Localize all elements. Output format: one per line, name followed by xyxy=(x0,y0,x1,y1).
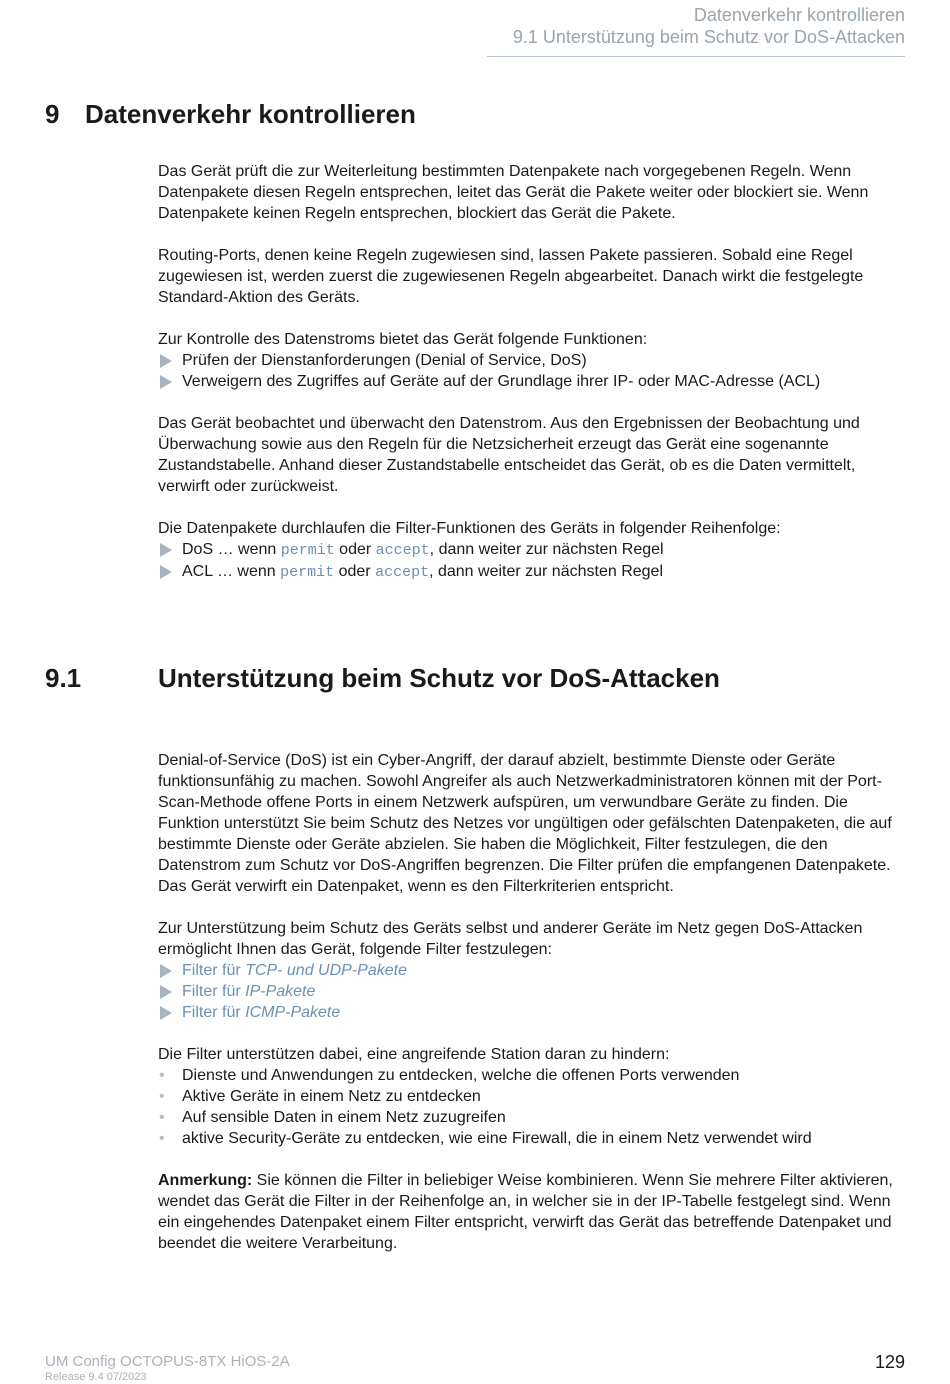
code-accept: accept xyxy=(375,564,430,581)
filter-link-tcp-udp[interactable]: Filter für TCP- und UDP-Pakete xyxy=(182,962,407,979)
header-rule xyxy=(487,56,905,57)
bullet-dot-icon: • xyxy=(159,1130,165,1147)
list-item[interactable] xyxy=(158,960,908,981)
list-item xyxy=(158,1086,908,1107)
arrow-bullet-icon xyxy=(160,354,172,368)
code-permit: permit xyxy=(280,564,335,581)
section-paragraph: Die Filter unterstützen dabei, eine angreifende Station daran zu hindern: xyxy=(158,1046,670,1063)
chapter-paragraph: Routing-Ports, denen keine Regeln zugewiesen sind, lassen Pakete passieren. Sobald eine Regel zugewiesen ist, werden zuerst die zugewiesenen Regeln abgearbeitet. Danach wirkt die festgelegte Standard-Aktion des Geräts. xyxy=(158,247,864,306)
filter-order-list xyxy=(158,539,908,583)
running-header-section: 9.1 Unterstützung beim Schutz vor DoS-Attacken xyxy=(512,27,905,47)
list-item-mid: oder xyxy=(334,541,376,558)
section-paragraph: Denial-of-Service (DoS) ist ein Cyber-Angriff, der darauf abzielt, bestimmte Dienste oder Geräte funktionsunfähig zu machen. Sowohl Angreifer als auch Netzwerkadministratoren können mit der Port-Scan-Methode offene Ports in einem Netzwerk aufspüren, um verwundbare Geräte zu finden. Die Funktion unterstützt Sie beim Schutz des Netzes vor ungültigen oder gefälschten Datenpaketen, die auf bestimmte Dienste oder Geräte abzielen. Sie haben die Möglichkeit, Filter festzulegen, die den Datenstrom zum Schutz vor DoS-Angriffen begrenzen. Die Filter prüfen die empfangenen Datenpakete. Das Gerät verwirft ein Datenpaket, wenn es den Filterkriterien entspricht. xyxy=(158,752,892,895)
chapter-title: Datenverkehr kontrollieren xyxy=(85,99,416,129)
list-item xyxy=(158,561,908,583)
list-item-suffix: , dann weiter zur nächsten Regel xyxy=(429,563,663,580)
arrow-bullet-icon xyxy=(160,964,172,978)
list-item xyxy=(158,1065,908,1086)
list-item-text: Dienste und Anwendungen zu entdecken, welche die offenen Ports verwenden xyxy=(182,1067,740,1084)
list-item xyxy=(158,371,908,392)
chapter-paragraph: Die Datenpakete durchlaufen die Filter-Funktionen des Geräts in folgender Reihenfolge: xyxy=(158,520,781,537)
footer-title: UM Config OCTOPUS-8TX HiOS-2A xyxy=(45,1353,290,1370)
list-item xyxy=(158,539,908,561)
chapter-heading xyxy=(45,98,416,130)
list-item-text: Prüfen der Dienstanforderungen (Denial of Service, DoS) xyxy=(182,352,587,369)
arrow-bullet-icon xyxy=(160,985,172,999)
running-header-chapter: Datenverkehr kontrollieren xyxy=(693,5,905,25)
list-item-suffix: , dann weiter zur nächsten Regel xyxy=(429,541,664,558)
arrow-bullet-icon xyxy=(160,565,172,579)
list-item xyxy=(158,1107,908,1128)
note-text: Sie können die Filter in beliebiger Weise kombinieren. Wenn Sie mehrere Filter aktivieren, wendet das Gerät die Filter in der Reihenfolge an, in welcher sie in der IP-Tabelle festgelegt sind. Wenn ein eingehendes Datenpaket einem Filter entspricht, verwirft das Gerät das betreffende Datenpaket und beendet die weitere Verarbeitung. xyxy=(158,1172,893,1252)
bullet-list xyxy=(158,1065,908,1149)
chapter-paragraph: Das Gerät beobachtet und überwacht den Datenstrom. Aus den Ergebnissen der Beobachtung und Überwachung sowie aus den Regeln für die Netzsicherheit erzeugt das Gerät eine sogenannte Zustandstabelle. Anhand dieser Zustandstabelle entscheidet das Gerät, ob es die Daten vermittelt, verwirft oder zurückweist. xyxy=(158,415,860,495)
section-paragraph: Zur Unterstützung beim Schutz des Geräts selbst und anderer Geräte im Netz gegen DoS-Attacken ermöglicht Ihnen das Gerät, folgende Filter festzulegen: xyxy=(158,920,863,958)
list-item-mid: oder xyxy=(334,563,376,580)
list-item-text: Auf sensible Daten in einem Netz zuzugreifen xyxy=(182,1109,506,1126)
footer xyxy=(45,1353,290,1384)
filter-link-ip[interactable]: Filter für IP-Pakete xyxy=(182,983,316,1000)
arrow-bullet-icon xyxy=(160,543,172,557)
section-body xyxy=(158,750,908,1254)
bullet-dot-icon: • xyxy=(159,1067,165,1084)
bullet-dot-icon: • xyxy=(159,1109,165,1126)
bullet-dot-icon: • xyxy=(159,1088,165,1105)
list-item[interactable] xyxy=(158,981,908,1002)
list-item-text: Verweigern des Zugriffes auf Geräte auf der Grundlage ihrer IP- oder MAC-Adresse (ACL) xyxy=(182,373,821,390)
running-header xyxy=(513,4,905,48)
page-number: 129 xyxy=(874,1352,905,1372)
list-item xyxy=(158,350,908,371)
section-heading xyxy=(45,662,720,694)
list-item-prefix: ACL … wenn xyxy=(182,563,281,580)
section-title: Unterstützung beim Schutz vor DoS-Attacken xyxy=(158,663,720,693)
list-item-text: aktive Security-Geräte zu entdecken, wie eine Firewall, die in einem Netz verwendet wird xyxy=(182,1130,812,1147)
section-number: 9.1 xyxy=(45,663,82,693)
note-label: Anmerkung: xyxy=(158,1172,253,1189)
functions-list xyxy=(158,350,908,392)
footer-release: Release 9.4 07/2023 xyxy=(45,1371,147,1383)
chapter-paragraph: Das Gerät prüft die zur Weiterleitung bestimmten Datenpakete nach vorgegebenen Regeln. Wenn Datenpakete diesen Regeln entsprechen, leitet das Gerät die Pakete weiter oder blockiert sie. Wenn Datenpakete keinen Regeln entsprechen, blockiert das Gerät die Pakete. xyxy=(158,163,869,222)
list-item[interactable] xyxy=(158,1002,908,1023)
filter-link-icmp[interactable]: Filter für ICMP-Pakete xyxy=(182,1004,341,1021)
list-item xyxy=(158,1128,908,1149)
list-item-text: Aktive Geräte in einem Netz zu entdecken xyxy=(182,1088,481,1105)
note-paragraph xyxy=(158,1170,908,1254)
chapter-body xyxy=(158,161,908,583)
code-permit: permit xyxy=(280,542,335,559)
chapter-paragraph: Zur Kontrolle des Datenstroms bietet das Gerät folgende Funktionen: xyxy=(158,331,648,348)
list-item-prefix: DoS … wenn xyxy=(182,541,281,558)
filters-link-list xyxy=(158,960,908,1023)
arrow-bullet-icon xyxy=(160,375,172,389)
chapter-number: 9 xyxy=(45,99,60,129)
code-accept: accept xyxy=(375,542,430,559)
arrow-bullet-icon xyxy=(160,1006,172,1020)
